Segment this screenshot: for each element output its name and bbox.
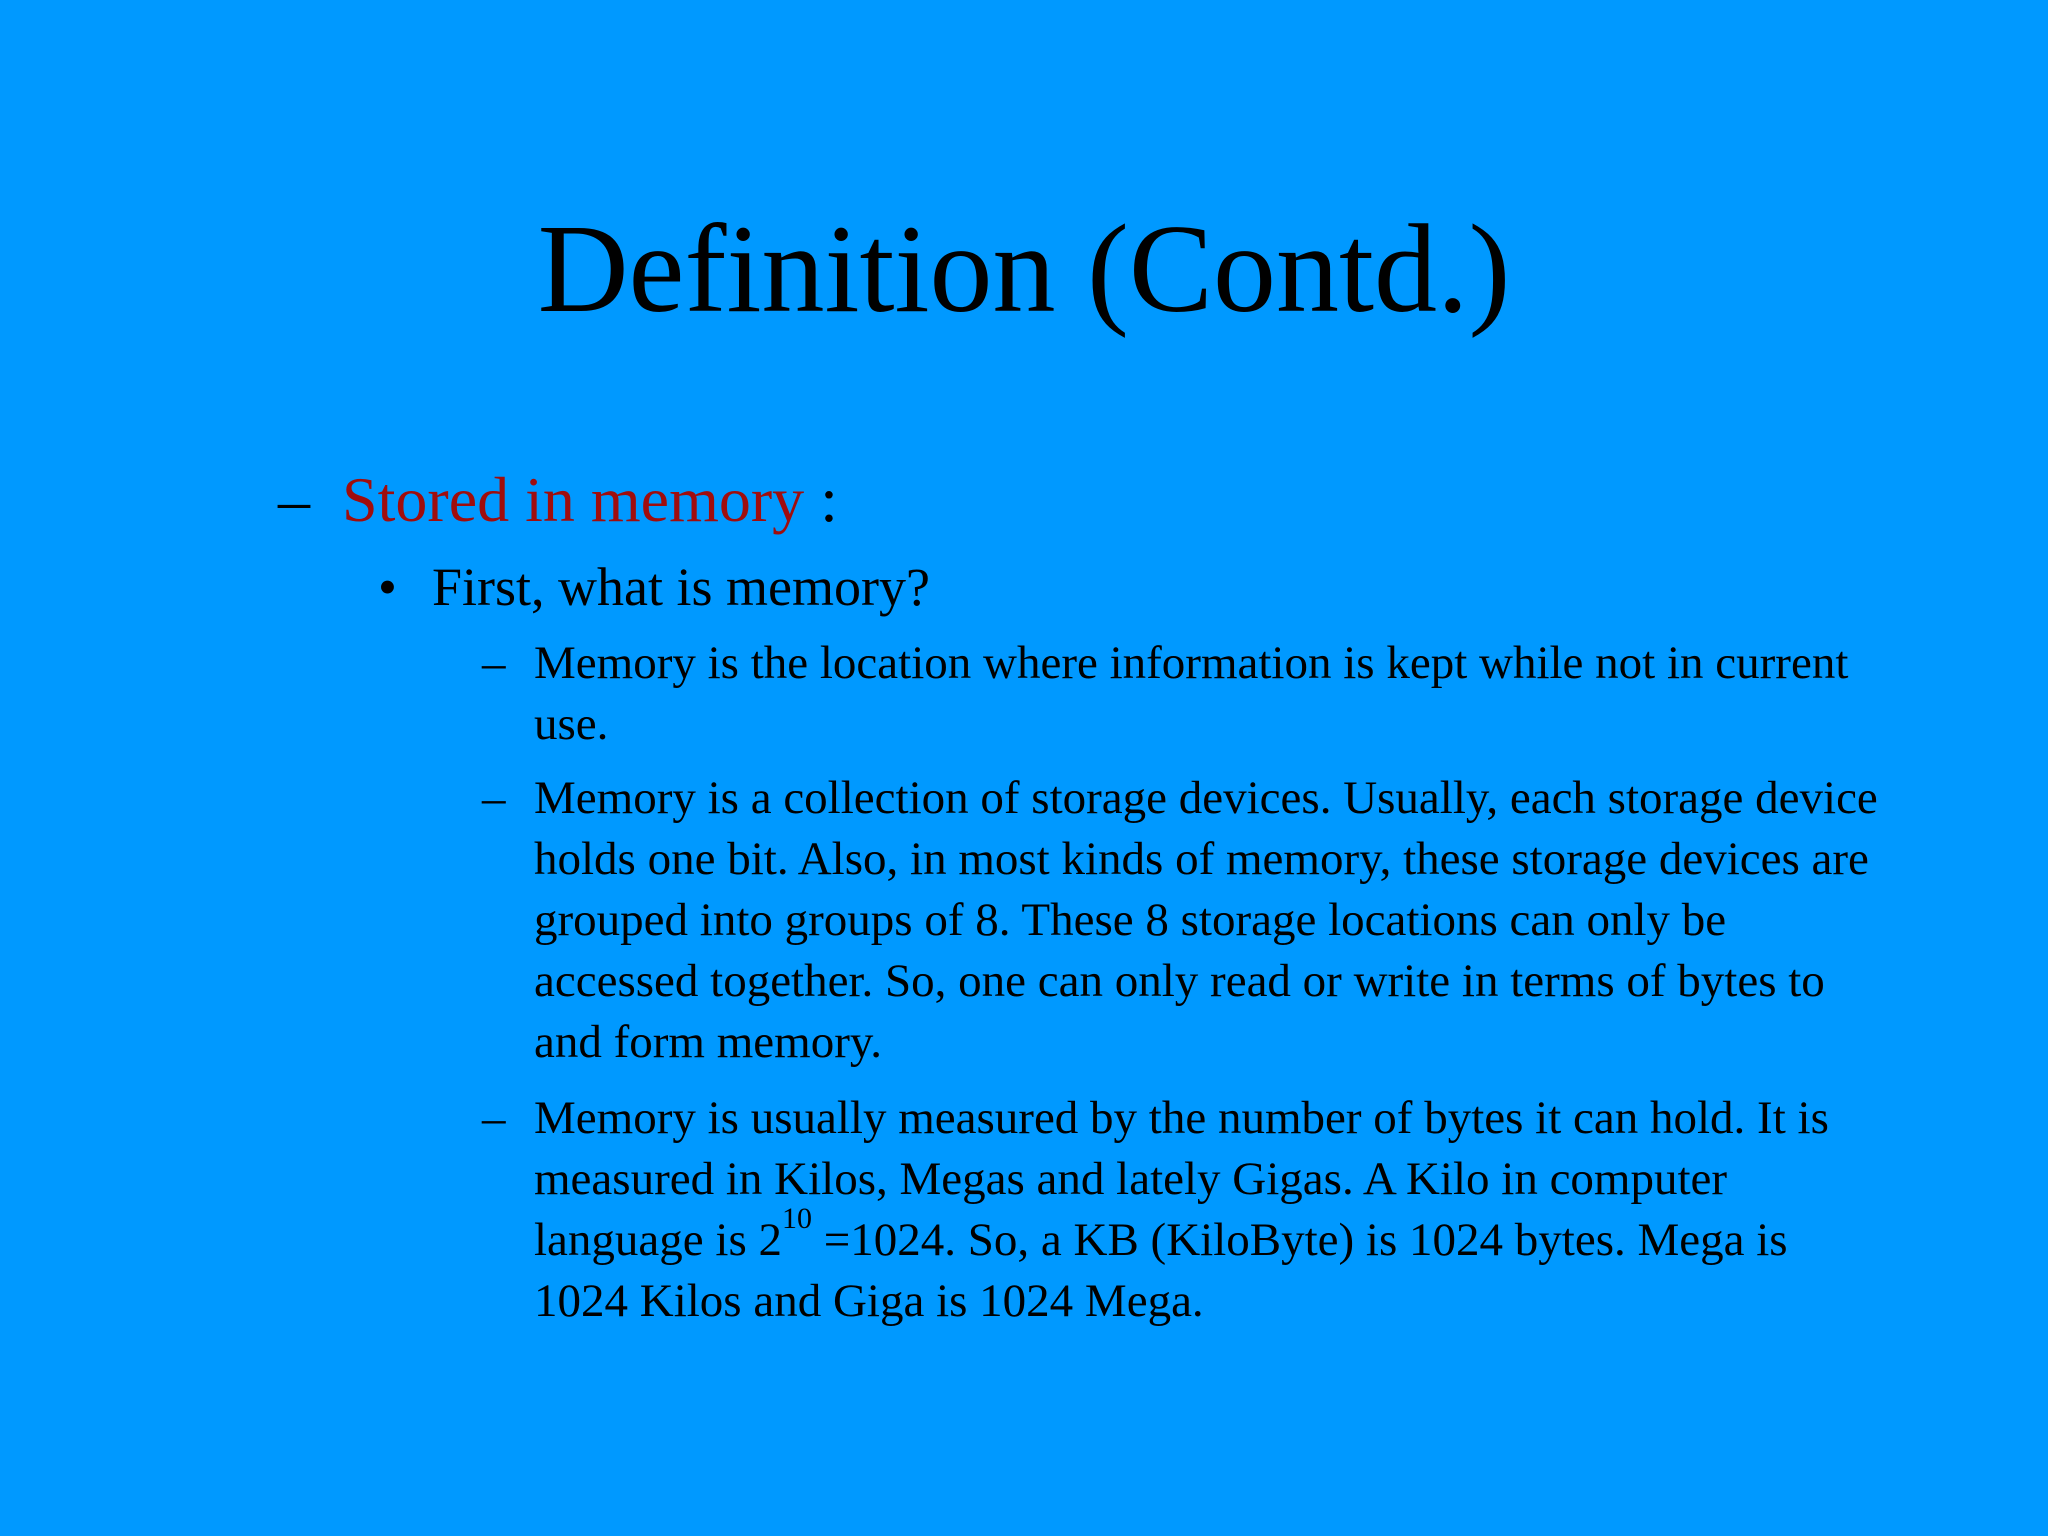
text-after-power: =1024. So, a KB (KiloByte) is 1024 bytes. Mega is 1024 Kilos and Giga is 1024 Mega.: [534, 1214, 1788, 1327]
dash-marker: –: [278, 464, 310, 535]
dash-marker: –: [482, 772, 506, 824]
bullet-marker: •: [378, 557, 397, 617]
bullet-level1: [278, 462, 838, 538]
bullet-level3-text: [534, 1088, 1882, 1332]
bullet-level3-text: Memory is a collection of storage devices. Usually, each storage device holds one bit. Also, in most kinds of memory, these storage devices are grouped into groups of 8. These 8 storage locations can only be accessed together. So, one can only read or write in terms of bytes to and form memory.: [534, 772, 1878, 1068]
highlighted-heading: Stored in memory: [342, 464, 805, 535]
text-before-power: Memory is usually measured by the number of bytes it can hold. It is measured in Kilos, Megas and lately Gigas. A Kilo in computer language is 2: [534, 1092, 1829, 1266]
bullet-level2-text: First, what is memory?: [432, 557, 930, 617]
heading-suffix: :: [804, 464, 838, 535]
dash-marker: –: [482, 637, 506, 689]
bullet-level3-item: [482, 768, 1882, 1073]
exponent: 10: [782, 1202, 812, 1235]
bullet-level3-text: Memory is the location where information is kept while not in current use.: [534, 637, 1849, 750]
dash-marker: –: [482, 1092, 506, 1144]
bullet-level3-item: [482, 1088, 1882, 1332]
bullet-level2: [378, 555, 930, 619]
slide-title: Definition (Contd.): [537, 200, 1511, 339]
bullet-level3-item: [482, 633, 1882, 755]
